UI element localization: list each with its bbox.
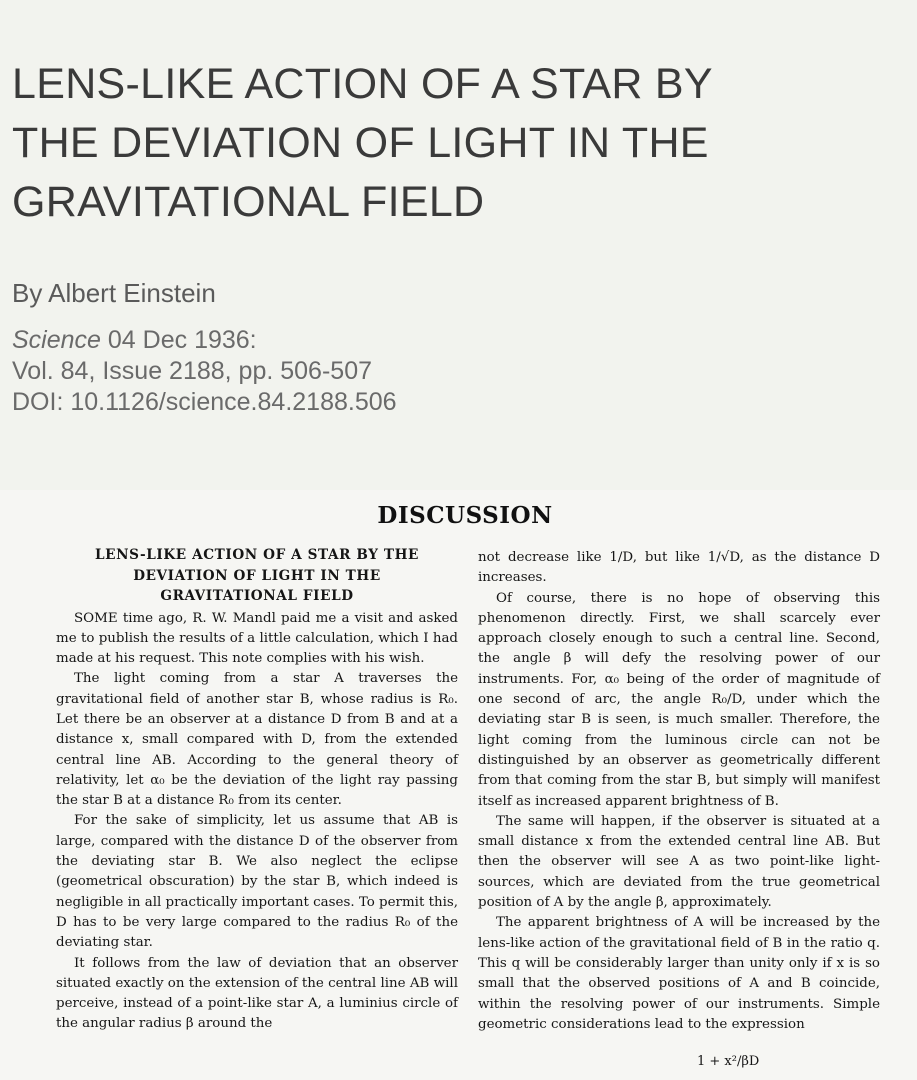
citation-block <box>12 325 902 418</box>
paragraph: The apparent brightness of A will be increased by the lens-like action of the gravitational field of B in the ratio q. This q will be considerably larger than unity only if x is so small that the observed positions of A and B coincide, within the resolving power of our instruments. Simple geometric considerations lead to the expression <box>478 915 880 1032</box>
paragraph: Of course, there is no hope of observing this phenomenon directly. First, we shall scarcely ever approach closely enough to such a central line. Second, the angle β will defy the resolving power of our instruments. For, α₀ being of the order of magnitude of one second of arc, the angle R₀/D, under which the deviating star B is seen, is much smaller. Therefore, the light coming from the luminous circle can not be distinguished by an observer as geometrically different from that coming from the star B, but simply will manifest itself as increased apparent brightness of B. <box>478 590 880 809</box>
author-byline: By Albert Einstein <box>12 278 216 308</box>
scanned-page <box>0 490 917 1080</box>
title-line-1: LENS-LIKE ACTION OF A STAR BY <box>12 60 713 108</box>
title-line-2: THE DEVIATION OF LIGHT IN THE <box>12 119 709 167</box>
paragraph: not decrease like 1/D, but like 1/√D, as the distance D increases. <box>478 550 880 586</box>
section-heading: DISCUSSION <box>377 502 553 529</box>
paragraph: The same will happen, if the observer is situated at a small distance x from the extended central line AB. But then the observer will see A as two point-like light-sources, which are deviated from the true geometrical position of A by the angle β, approximately. <box>478 813 880 911</box>
left-column <box>56 545 458 1035</box>
journal-name: Science <box>12 326 101 354</box>
column-title-line-3: GRAVITATIONAL FIELD <box>160 588 354 604</box>
paragraph: SOME time ago, R. W. Mandl paid me a visit and asked me to publish the results of a little calculation, which I had made at his request. This note complies with his wish. <box>56 610 458 667</box>
publication-date: 04 Dec 1936: <box>107 326 257 354</box>
right-column <box>478 548 880 1035</box>
equation-fragment: 1 + x²/βD <box>697 1054 760 1069</box>
journal-date-line <box>12 325 902 356</box>
paragraph: For the sake of simplicity, let us assume that AB is large, compared with the distance D of the observer from the deviating star B. We also neglect the eclipse (geometrical obscuration) by the star B, which indeed is negligible in all practically important cases. To permit this, D has to be very large compared to the radius R₀ of the deviating star. <box>56 813 458 951</box>
column-title <box>56 545 458 607</box>
column-title-line-1: LENS-LIKE ACTION OF A STAR BY THE <box>94 547 420 563</box>
paragraph: It follows from the law of deviation that an observer situated exactly on the extension of the central line AB will perceive, instead of a point-like star A, a luminius circle of the angular radius β around the <box>56 955 458 1032</box>
doi: DOI: 10.1126/science.84.2188.506 <box>12 388 397 416</box>
paragraph: The light coming from a star A traverses the gravitational field of another star B, whose radius is R₀. Let there be an observer at a distance D from B and at a distance x, small compared with D, from the extended central line AB. According to the general theory of relativity, let α₀ be the deviation of the light ray passing the star B at a distance R₀ from its center. <box>56 671 458 809</box>
volume-issue: Vol. 84, Issue 2188, pp. 506-507 <box>12 357 372 385</box>
article-header <box>12 55 902 418</box>
title-line-3: GRAVITATIONAL FIELD <box>12 178 485 226</box>
article-title <box>12 55 902 232</box>
column-title-line-2: DEVIATION OF LIGHT IN THE <box>133 567 381 584</box>
